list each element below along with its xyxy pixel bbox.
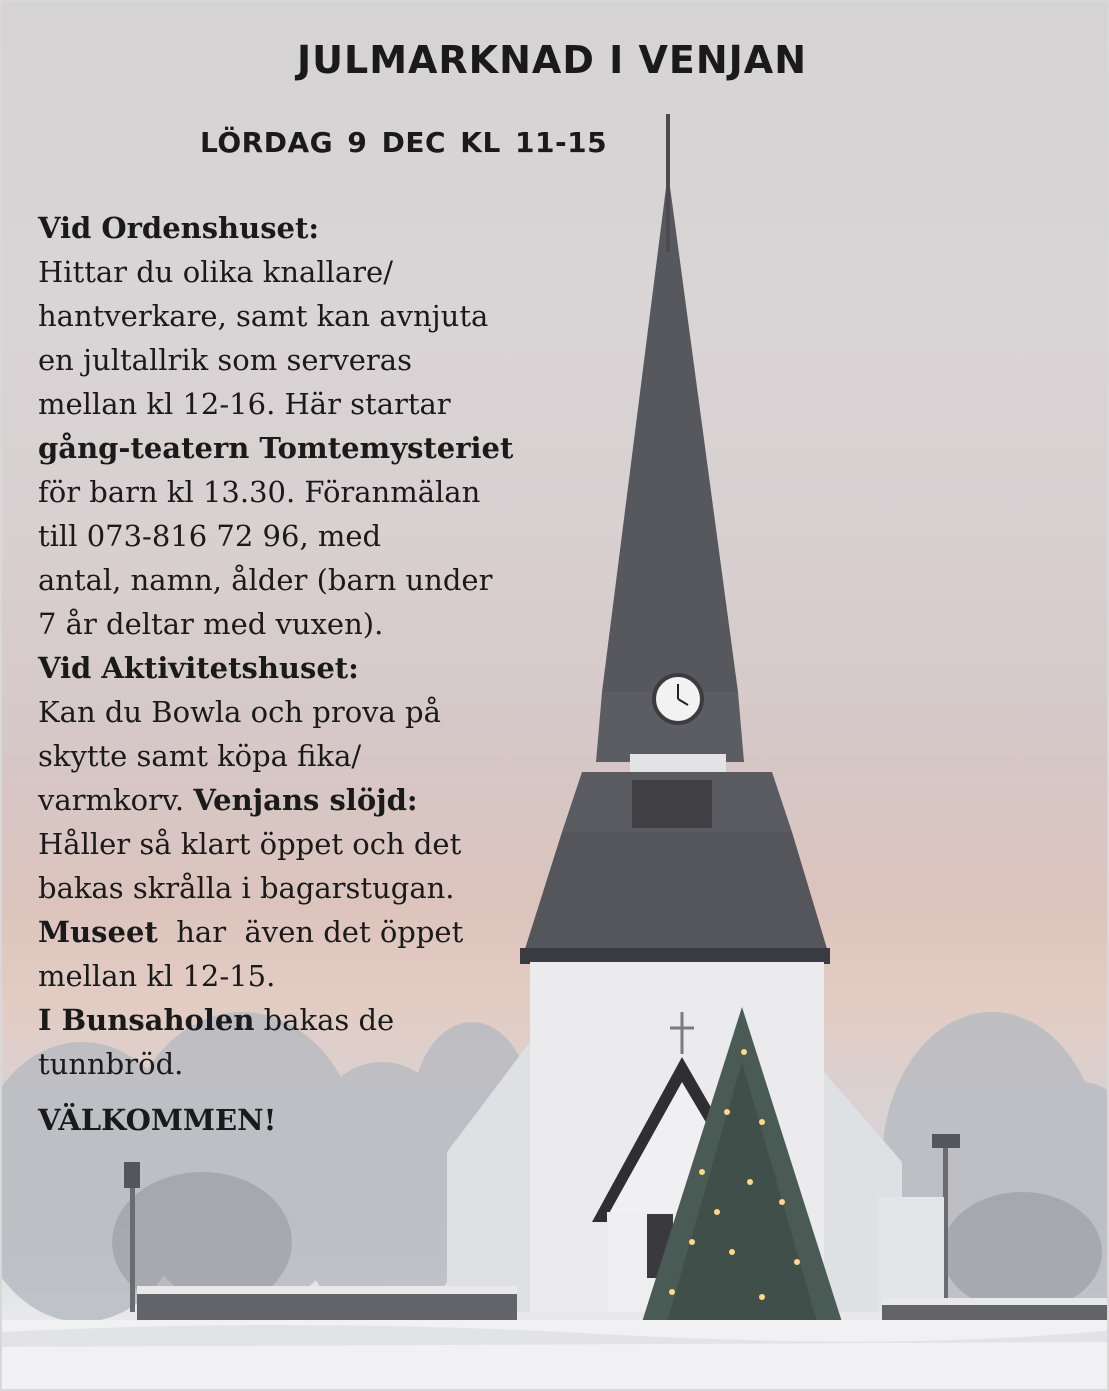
text-segment-bold: Museet [38, 915, 158, 949]
text-line: Kan du Bowla och prova på [38, 695, 441, 729]
poster-title: JULMARKNAD I VENJAN [296, 38, 807, 82]
event-description [38, 206, 578, 1142]
text-segment-bold: I Bunsaholen [38, 1003, 255, 1037]
text-line: Håller så klart öppet och det [38, 827, 462, 861]
text-line: mellan kl 12-16. Här startar [38, 387, 451, 421]
text-segment: har även det öppet [157, 915, 464, 949]
text-line-bold: gång-teatern Tomtemysteriet [38, 431, 514, 465]
text-line: för barn kl 13.30. Föranmälan [38, 475, 481, 509]
event-date: LÖRDAG 9 DEC KL 11-15 [200, 126, 608, 159]
text-line: bakas skrålla i bagarstugan. [38, 871, 455, 905]
section-heading: Vid Ordenshuset: [38, 211, 320, 245]
text-line: en jultallrik som serveras [38, 343, 412, 377]
text-line: tunnbröd. [38, 1047, 184, 1081]
text-line [38, 910, 578, 954]
lamp-post-left [130, 1172, 135, 1312]
text-line: Hittar du olika knallare/ [38, 255, 393, 289]
welcome-text: VÄLKOMMEN! [38, 1103, 277, 1137]
text-segment: varmkorv. [38, 783, 194, 817]
text-line [38, 998, 578, 1042]
section-heading: Vid Aktivitetshuset: [38, 651, 359, 685]
text-line [38, 778, 578, 822]
text-line: 7 år deltar med vuxen). [38, 607, 384, 641]
text-line: antal, namn, ålder (barn under [38, 563, 493, 597]
text-segment: bakas de [254, 1003, 395, 1037]
text-line: mellan kl 12-15. [38, 959, 276, 993]
text-line: skytte samt köpa fika/ [38, 739, 362, 773]
text-line: till 073-816 72 96, med [38, 519, 382, 553]
text-segment-bold: Venjans slöjd: [193, 783, 418, 817]
text-line: hantverkare, samt kan avnjuta [38, 299, 489, 333]
